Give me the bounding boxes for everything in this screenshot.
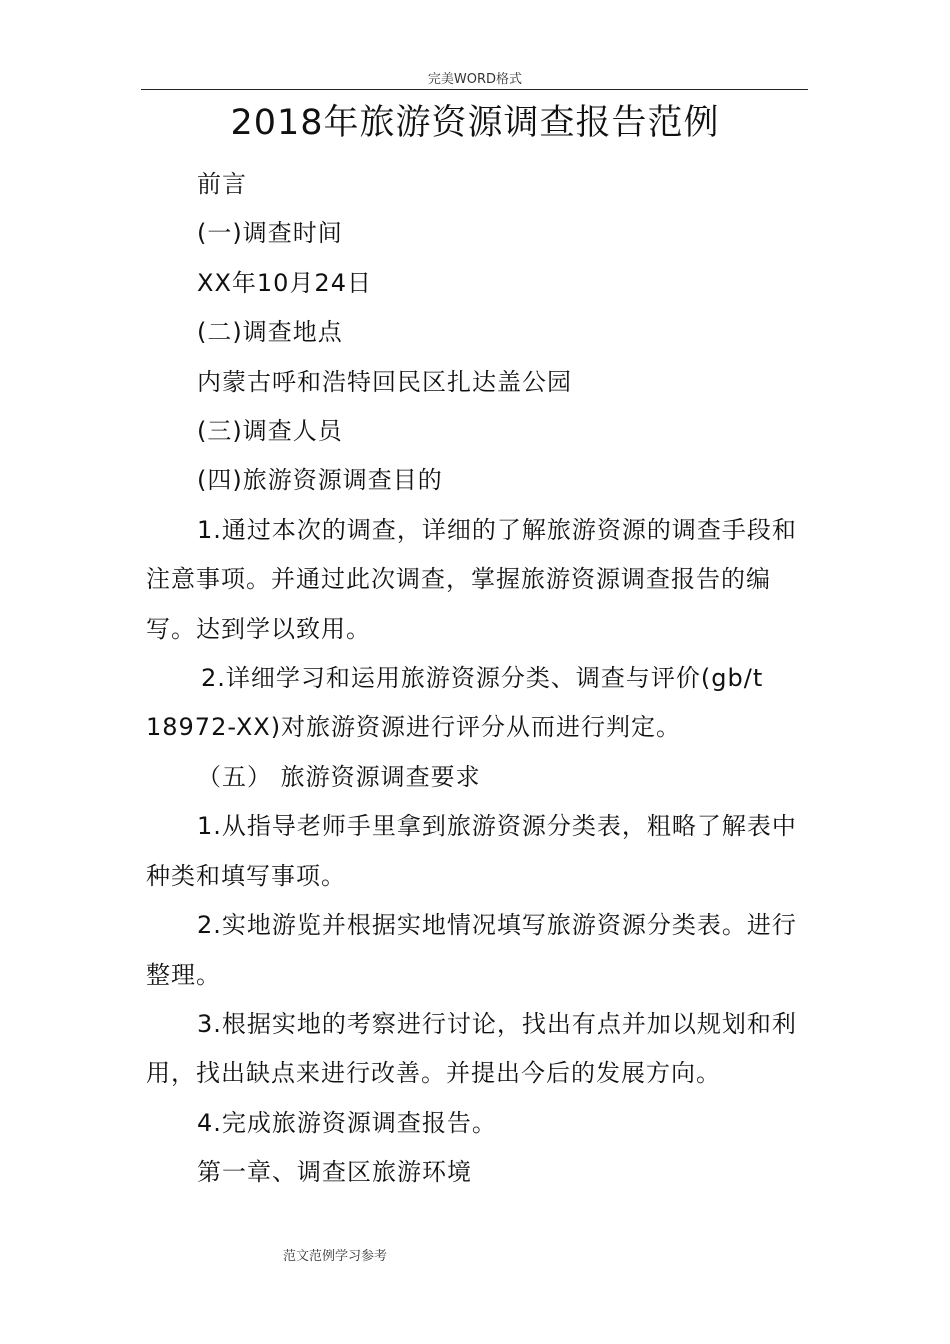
paragraph-survey-location-heading: (二)调查地点 (197, 318, 343, 347)
paragraph-survey-requirements-heading: （五） 旅游资源调查要求 (197, 762, 481, 791)
page-header-text: 完美WORD格式 (427, 72, 523, 87)
paragraph-survey-time-heading: (一)调查时间 (197, 219, 343, 248)
page-footer-text: 范文范例学习参考 (283, 1249, 388, 1264)
paragraph-purpose-2: 2.详细学习和运用旅游资源分类、调查与评价(gb/t 18972-XX)对旅游资源进行评分从而进行判定。 (146, 664, 764, 742)
document-title: 2018年旅游资源调查报告范例 (230, 103, 720, 143)
paragraph-preface: 前言 (197, 170, 247, 198)
paragraph-requirement-1: 1.从指导老师手里拿到旅游资源分类表，粗略了解表中种类和填写事项。 (146, 812, 797, 890)
paragraph-survey-location: 内蒙古呼和浩特回民区扎达盖公园 (197, 367, 572, 396)
paragraph-purpose-1: 1.通过本次的调查，详细的了解旅游资源的调查手段和注意事项。并通过此次调查，掌握旅游资源调查报告的编写。达到学以致用。 (146, 515, 797, 643)
header-rule (141, 89, 808, 90)
paragraph-survey-time: XX年10月24日 (197, 268, 372, 297)
paragraph-requirement-3: 3.根据实地的考察进行讨论，找出有点并加以规划和利用，找出缺点来进行改善。并提出今后的发展方向。 (146, 1009, 797, 1088)
document-body (146, 160, 814, 1198)
paragraph-chapter-1-heading: 第一章、调查区旅游环境 (197, 1158, 472, 1187)
paragraph-survey-purpose-heading: (四)旅游资源调查目的 (197, 466, 443, 495)
paragraph-requirement-4: 4.完成旅游资源调查报告。 (197, 1108, 497, 1137)
paragraph-survey-staff-heading: (三)调查人员 (197, 417, 343, 446)
paragraph-requirement-2: 2.实地游览并根据实地情况填写旅游资源分类表。进行整理。 (146, 911, 797, 989)
